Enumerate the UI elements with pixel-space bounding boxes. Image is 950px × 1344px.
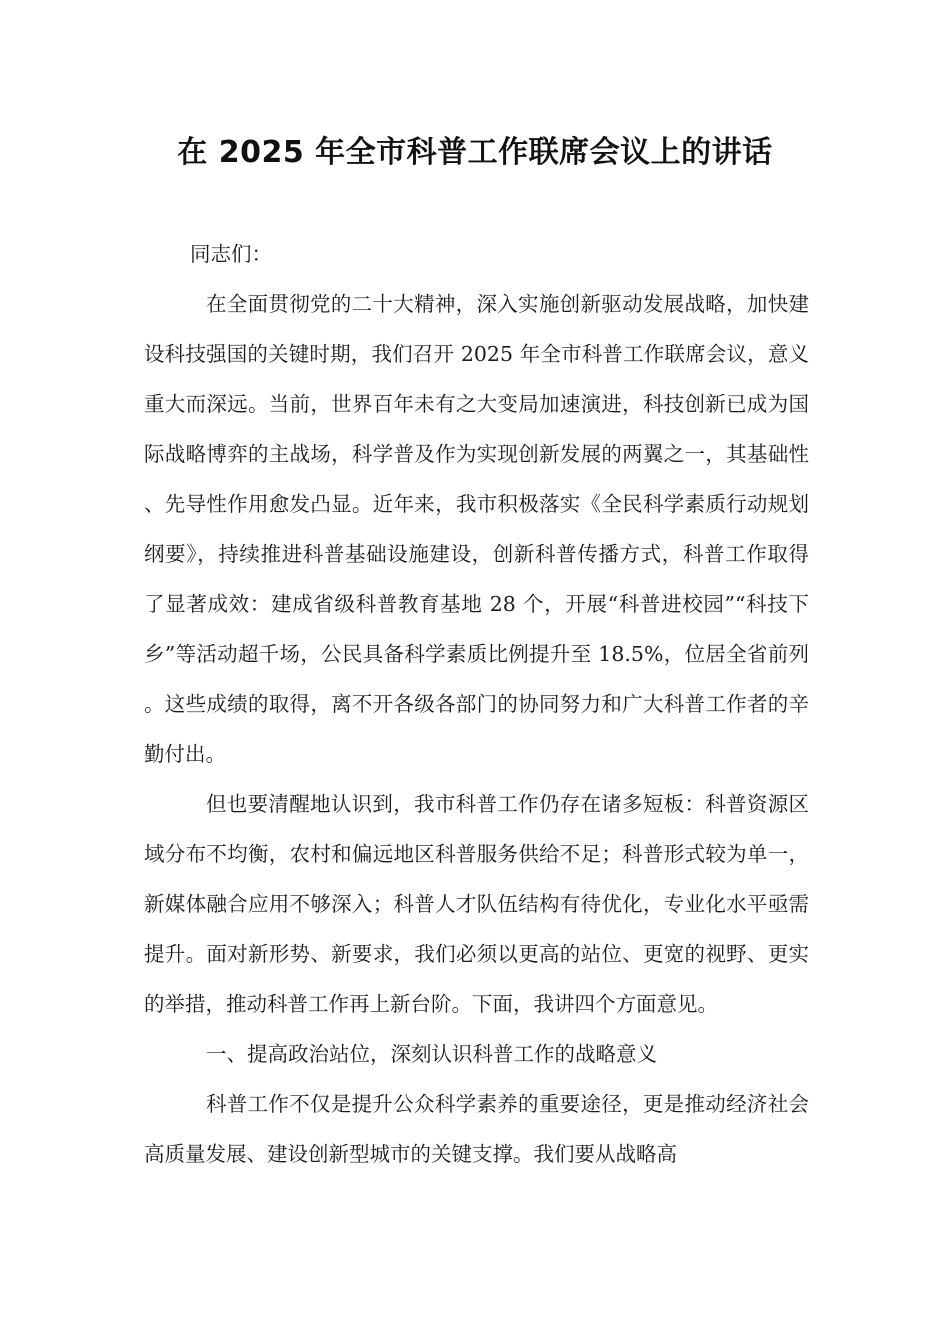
document-body [144, 229, 809, 1179]
body-paragraph: 但也要清醒地认识到，我市科普工作仍存在诸多短板：科普资源区域分布不均衡，农村和偏远地区科普服务供给不足；科普形式较为单一，新媒体融合应用不够深入；科普人才队伍结构有待优化，专业化水平亟需提升。面对新形势、新要求，我们必须以更高的站位、更宽的视野、更实的举措，推动科普工作再上新台阶。下面，我讲四个方面意见。 [144, 792, 809, 1016]
section-paragraph: 科普工作不仅是提升公众科学素养的重要途径，更是推动经济社会高质量发展、建设创新型城市的关键支撑。我们要从战略高 [144, 1092, 809, 1166]
body-paragraph: 在全面贯彻党的二十大精神，深入实施创新驱动发展战略，加快建设科技强国的关键时期，我们召开 2025 年全市科普工作联席会议，意义重大而深远。当前，世界百年未有之大变局加速演进，科技创新已成为国际战略博弈的主战场，科学普及作为实现创新发展的两翼之一，其基础性、先导性作用愈发凸显。近年来，我市积极落实《全民科学素质行动规划纲要》，持续推进科普基础设施建设，创新科普传播方式，科普工作取得了显著成效：建成省级科普教育基地 28 个，开展“科普进校园”“科技下乡”等活动超千场，公民具备科学素质比例提升至 18.5%，位居全省前列。这些成绩的取得，离不开各级各部门的协同努力和广大科普工作者的辛勤付出。 [144, 292, 809, 766]
document-title: 在 2025 年全市科普工作联席会议上的讲话 [177, 135, 773, 170]
greeting: 同志们： [190, 242, 272, 266]
section-heading: 一、提高政治站位，深刻认识科普工作的战略意义 [206, 1042, 657, 1066]
